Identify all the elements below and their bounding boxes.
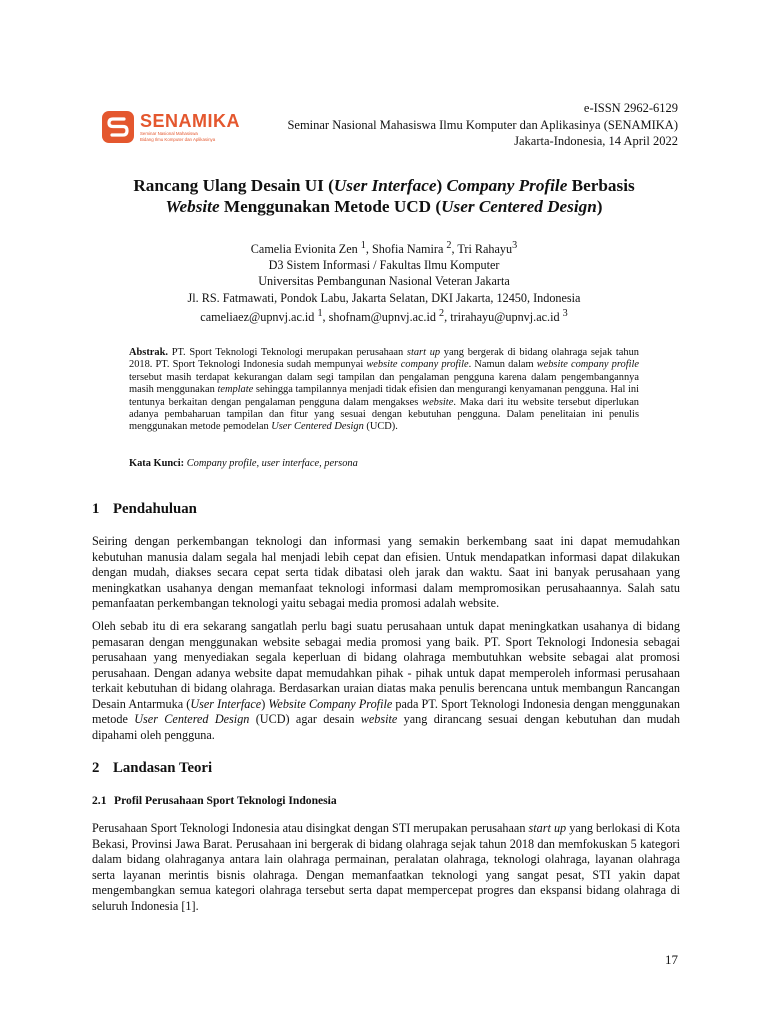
email-link[interactable]: trirahayu@upnvj.ac.id — [450, 309, 560, 324]
keywords: Kata Kunci: Company profile, user interface, persona — [129, 458, 358, 469]
author-block — [100, 238, 668, 325]
abstract: Abstrak. PT. Sport Teknologi Teknologi merupakan perusahaan start up yang bergerak di bidang olahraga sejak tahun 2018. PT. Sport Teknologi Indonesia sudah mempunyai website company profile. Namun dalam website company profile tersebut masih terdapat kekurangan dalam segi tampilan dan pengalaman pengguna karena dalam pengembangannya masih menggunakan template sehingga tampilannya menjadi tidak efisien dan mengurangi kenyamanan pengguna. Hal ini tentunya berkaitan dengan pengalaman pengguna dalam mengakses website. Maka dari itu website tersebut diperlukan adanya pembaharuan tampilan dan fitur yang sesuai dengan kebutuhan pengguna. Dalam penelitaian ini penulis menggunakan metode pemodelan User Centered Design (UCD). — [129, 347, 640, 433]
section-heading: 2 Landasan Teori — [92, 760, 213, 776]
location-date: Jakarta-Indonesia, 14 April 2022 — [514, 134, 678, 148]
seminar-name: Seminar Nasional Mahasiswa Ilmu Komputer dan Aplikasinya (SENAMIKA) — [287, 117, 678, 132]
address: Jl. RS. Fatmawati, Pondok Labu, Jakarta Selatan, DKI Jakarta, 12450, Indonesia — [187, 290, 581, 305]
journal-header — [287, 100, 678, 150]
logo-name: SENAMIKA — [140, 111, 241, 131]
author-emails: cameliaez@upnvj.ac.id $^1$, shofnam@upnvj.ac.id $^2$, trirahayu@upnvj.ac.id $^3$ — [200, 307, 568, 324]
issn: e-ISSN 2962-6129 — [583, 101, 678, 115]
logo-tagline: Seminar Nasional Mahasiswa — [140, 131, 198, 136]
section-heading: 1 Pendahuluan — [92, 501, 197, 517]
university: Universitas Pembangunan Nasional Veteran Jakarta — [258, 274, 510, 289]
email-link[interactable]: cameliaez@upnvj.ac.id — [200, 309, 315, 324]
senamika-logo-icon — [101, 110, 135, 144]
paragraph: Perusahaan Sport Teknologi Indonesia atau disingkat dengan STI merupakan perusahaan start up yang berlokasi di Kota Bekasi, Provinsi Jawa Barat. Perusahaan ini bergerak di bidang olahraga sejak tahun 2018 dan memfokuskan 5 kategori dalam bidang olahraganya antara lain olahraga permainan, peralatan olahraga, teknologi olahraga, layanan olahraga serta layanan merintis bisnis olahraga. Dengan memanfaatkan teknologi yang sangat pesat, STI yakin dapat mengembangkan semua kategori olahraga tersebut serta dapat mempercepat progres dan ekspansi bidang olahraga di seluruh Indonesia [1]. — [92, 821, 680, 913]
paragraph: Seiring dengan perkembangan teknologi dan informasi yang semakin berkembang saat ini dapat memudahkan kebutuhan manusia dalam segala hal menjadi lebih cepat dan efisien. Untuk mendapatkan informasi dapat dilakukan dengan mudah, diakses secara cepat serta tidak dibatasi oleh jarak dan waktu. Saat ini banyak perusahaan yang meningkatkan usahanya dengan memanfaat teknologi informasi dalam mempromosikan perusahaannya. Salah satu pemanfaatan perkembangan teknologi yaitu sebagai media promosi adalah website. — [92, 534, 680, 610]
subsection-heading: 2.1 Profil Perusahaan Sport Teknologi Indonesia — [92, 794, 337, 807]
email-link[interactable]: shofnam@upnvj.ac.id — [328, 309, 436, 324]
department: D3 Sistem Informasi / Fakultas Ilmu Komputer — [268, 258, 500, 273]
paper-title: Rancang Ulang Desain UI (User Interface) Company Profile Berbasis Website Menggunakan Metode UCD (User Centered Design) — [133, 176, 635, 216]
senamika-logo — [101, 107, 281, 147]
page-number: 17 — [665, 952, 678, 967]
paragraph: Oleh sebab itu di era sekarang sangatlah perlu bagi suatu perusahaan untuk dapat meningkatkan usahanya di bidang pemasaran dengan menggunakan website sebagai media promosi yang baik. PT. Sport Teknologi Indonesia sebagai perusahaan yang menyediakan segala keperluan di bidang olahraga membutuhkan website sebagai alat promosi perusahaan. Dengan adanya website dapat memudahkan pihak - pihak untuk dapat memperoleh informasi perusahaan terkait kebutuhan di bidang olahraga. Berdasarkan uraian diatas maka penulis berencana untuk membangun Rancangan Desain Antarmuka (User Interface) Website Company Profile pada PT. Sport Teknologi Indonesia dengan menggunakan metode User Centered Design (UCD) agar desain website yang dirancang sesuai dengan kebutuhan dan mudah dipahami oleh pengguna. — [92, 619, 681, 742]
logo-tagline: Bidang Ilmu Komputer dan Aplikasinya — [140, 136, 216, 142]
author-names: Camelia Evionita Zen $^1$, Shofia Namira $^2$, Tri Rahayu$^3$ — [250, 240, 518, 257]
